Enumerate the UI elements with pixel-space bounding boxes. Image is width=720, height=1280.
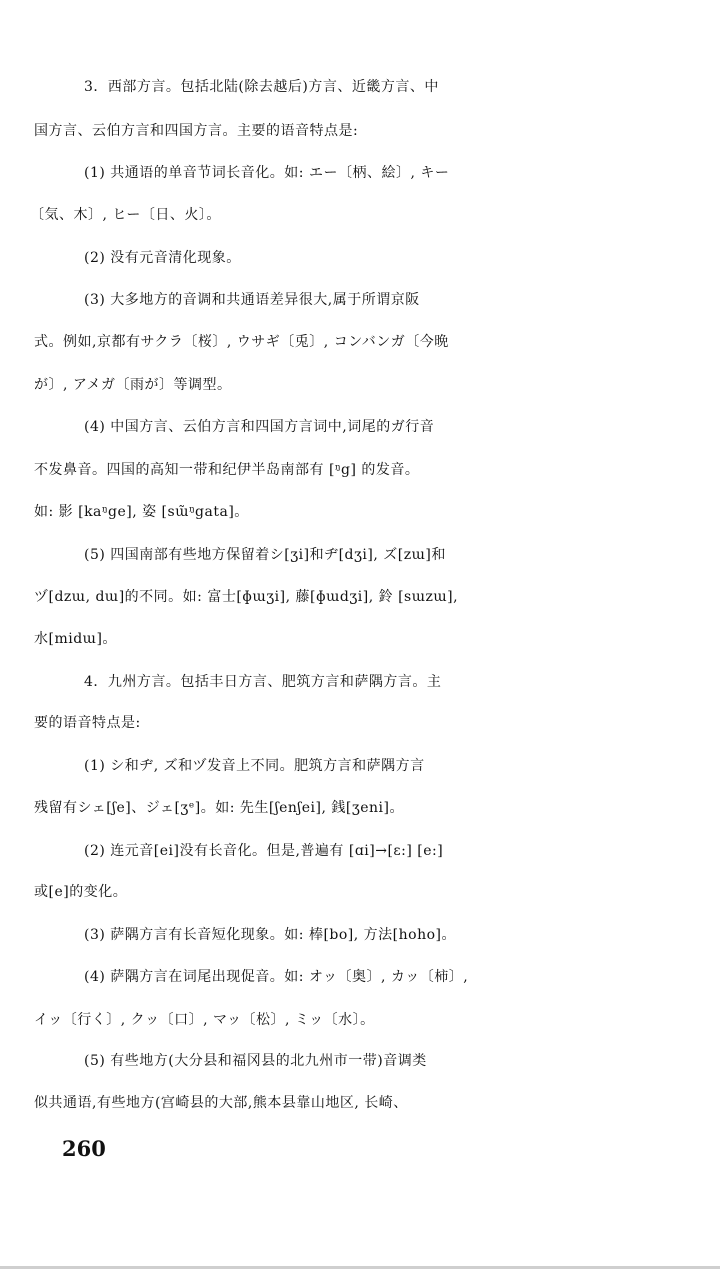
text-line: 要的语音特点是: <box>34 715 141 731</box>
text-line: 4．九州方言。包括丰日方言、肥筑方言和萨隅方言。主 <box>84 674 442 690</box>
text-line: イッ〔行く〕, クッ〔口〕, マッ〔松〕, ミッ〔水〕。 <box>34 1012 375 1028</box>
text-line: (2) 没有元音清化现象。 <box>84 250 241 266</box>
text-line: (3) 大多地方的音调和共通语差异很大,属于所谓京阪 <box>84 292 420 308</box>
text-line: ヅ[dzɯ, dɯ]的不同。如: 富士[ɸɯʒi], 藤[ɸɯdʒi], 鈴 [sɯzɯ], <box>34 589 459 605</box>
text-line: 国方言、云伯方言和四国方言。主要的语音特点是: <box>34 123 359 139</box>
text-line: 似共通语,有些地方(宫崎县的大部,熊本县靠山地区, 长崎、 <box>34 1095 408 1111</box>
text-line: 不发鼻音。四国的高知一带和纪伊半岛南部有 [ᵑg] 的发音。 <box>34 462 420 478</box>
text-line: (3) 萨隅方言有长音短化现象。如: 棒[bo], 方法[hoho]。 <box>84 927 456 943</box>
bottom-divider <box>0 1266 720 1269</box>
text-line: 或[e]的变化。 <box>34 884 128 900</box>
text-line: 残留有シェ[ʃe]、ジェ[ʒᵉ]。如: 先生[ʃenʃei], 銭[ʒeni]。 <box>34 800 404 816</box>
text-line: 3．西部方言。包括北陆(除去越后)方言、近畿方言、中 <box>84 79 439 95</box>
text-line: 水[midɯ]。 <box>34 631 117 647</box>
text-line: が〕, アメガ〔雨が〕等调型。 <box>34 377 232 393</box>
text-line: (5) 四国南部有些地方保留着シ[ʒi]和ヂ[dʒi], ズ[zɯ]和 <box>84 547 446 563</box>
text-line: (4) 萨隅方言在词尾出现促音。如: オッ〔奥〕, カッ〔柿〕, <box>84 969 469 985</box>
text-line: (4) 中国方言、云伯方言和四国方言词中,词尾的ガ行音 <box>84 419 435 435</box>
text-line: (1) シ和ヂ, ズ和ヅ发音上不同。肥筑方言和萨隅方言 <box>84 758 425 774</box>
text-line: (5) 有些地方(大分县和福冈县的北九州市一带)音调类 <box>84 1053 427 1069</box>
text-line: 式。例如,京都有サクラ〔桜〕, ウサギ〔兎〕, コンバンガ〔今晩 <box>34 334 449 350</box>
text-line: 〔気、木〕, ヒー〔日、火〕。 <box>30 207 221 223</box>
page-number: 260 <box>62 1136 106 1161</box>
text-line: 如: 影 [kaᵑge], 姿 [sɯ̃ᵑgata]。 <box>34 504 249 520</box>
text-line: (2) 连元音[ei]没有长音化。但是,普遍有 [ɑi]→[ɛ:] [e:] <box>84 843 444 859</box>
text-line: (1) 共通语的单音节词长音化。如: エー〔柄、絵〕, キー <box>84 165 450 181</box>
